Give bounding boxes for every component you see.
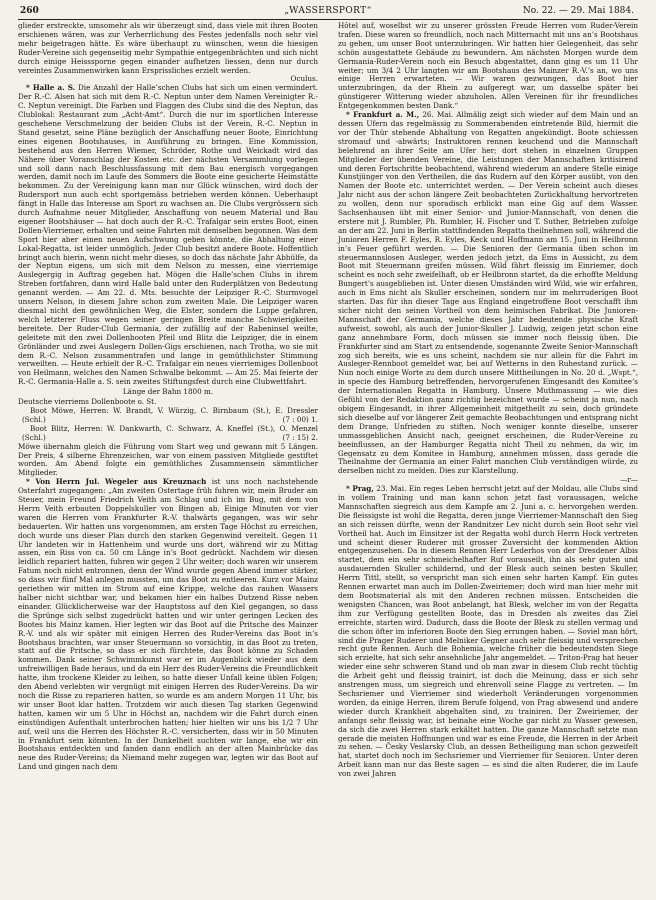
- article-text: 26. Mai. Allmälig zeigt sich wieder auf dem Main und an dessen Ufern das regelmässig zu Sommerabenden eintretende Bild, hiermit die vor der Thür stehende Abhaltung von Regatten angekündigt. Boote schiessen stromauf und -abwärts; Instruktoren rennen keuchend und die Mannschaft belehrend an ihrer Seite am Ufer her; dort stehen in einzelnen Gruppen Mitglieder der übenden Vereine, die Leistungen der Mannschaften kritisirend und deren Fortschritte beobachtend, während wiederum an andere Stelle einige Kunstjünger von den Vertheilen, die das Rudern auf den Körper ausübt, von den Namen der Boote etc. unterrichtet werden. — Der Verein scheint auch dieses Jahr nicht aus der schon längere Zeit beobachteten Zurückhaltung hervortreten zu wollen, denn nur sporadisch erblickt man eine Gig auf dem Wasser. Sachsenhausen übt mit einer Senior- und Junior-Mannschaft, von denen die erstere mit J. Rumbler, Ph. Rumbler, H. Fischer und T. Suther, Betrieben zufolge an der am 22. Juni in Berlin stattfindenden Regatta theilnehmen soll, während die Junioren Herren F. Eyles, R. Eyles, Keck und Hoffmann am 15. Juni in Heilbronn in’s Feuer geführt werden. — Die Senioren der Germania üben schon im steuermannslosen Ausleger, werden jedoch jetzt, da Ems in Aussicht, zu dem Boot mit Steuermann greifen müssen. Wild fährt fleissig im Einriemer, doch scheint es noch sehr zweifelhaft, ob er Heilbronn startet, da die erhoffte Meldung Bungert’s ausgeblieben ist. Unter diesen Umständen wird Wild, wie wir erfahren, auch in Ems nicht als Skuller erscheinen, sondern nur im mehrruderigen Boot starten. Das für ihn dieser Tage aus England eingetroffene Boot verschafft ihm sicher nicht den seinen Vortheil von dem heimischen Fabrikat. Die Junioren-Mannschaft der Germania, welche dieses Jahr bedeutende physische Kraft aufweist, sowohl, als auch der Junior-Skuller J. Ludwig, zeigen jetzt schon eine ganz annehmbare Form, doch müssen sie immer noch fleissig üben. Die Frankfurter sind am Start zu entsendende, sogenannte Zweite Senior-Mannschaft zog sich bereits, wie es uns scheint, nachdem sie nur allein für die Fahrt im Ausleger-Rennboot gemeldet war, bei auf Wetterns in den Ruhestand zurück. — Nun noch einige Worte zu dem durch unsere Mittheilungen in No. 20 d. „Wspt.“, in specie des Hamburg betreffenden, hervorgerufenen Eingesandt des Komitee’s der Internationalen Regatta in Hamburg. Unsere Muthmassung — wie dies Gefühl von der Redaktion ganz richtig bezeichnet wurde — scheint ja nun, nach obigem Eingesandt, in ihrer Allgemeinheit mitgetheilt zu sein, doch gründete sich dieselbe auf vor längerer Zeit gemachte Beobachtungen und entsprang nicht dem Drange, Unfrieden zu stiften. Noch weniger konnte dieselbe, unserer unmassgeblichen Ansicht nach, geeignet erscheinen, die Ruder-Vereine zu beeinflussen, an der Hamburger Regatta nicht Theil zu nehmen, da wir, im Gegensatz zu dem Komitee in Hamburg, annehmen müssen, dass gerade die Theilnahme der Germania an einer Fahrt manchen Club verständigen würde, zu derselben nicht zu melden. Dies zur Klarstellung.: [338, 110, 638, 476]
- race-title: Deutsche vierriems Dollenboote o. St.: [18, 397, 157, 407]
- author-signature: Oculus.: [290, 74, 318, 84]
- article-text: 23. Mai. Ein reges Leben herrscht jetzt auf der Moldau, alle Clubs sind in vollem Training und man kann schon jetzt fast voraussagen, welche Mannschaften siegreich aus dem Kampfe am 2. Juni a. c. hervorgehen werden. Die fleissigste ist wohl die Regatta, deren junge Vierriemer-Mannschaft den Sieg an sich reissen dürfte, wenn der Randnitzer Lev nicht durch sein Boot sehr viel Vortheil hat. Auch im Einsitzer ist der Regatta wohl durch Herrn Hock vertreten und scheint dieser Ruderer mit grosser Zuversicht der kommenden Aktion entgegenzusehen. Da in diesem Rennen Herr Lederhos von der Dresdener Albis startet, dem ein sehr schmeichelhafter Ruf vorauseilt, ihn als sehr guten und ausdauernden Skuller schildernd, und der Blesk auch seinen besten Skuller, Herrn Tittl, stellt, so verspricht man sich einen sehr harten Kampf. Ein gutes Rennen erwartet man auch im Dollen-Zweiriemer; doch wird man hier mehr mit dem Bootsmaterial als mit den Anderen rechnen müssen. Entscheiden die wenigsten Chancen, was Boot anbelangt, hat Blesk, welcher im von der Regatta ihm zur Verfügung gestellten Boote, das in Dresden als zweites das Ziel erreichte, starten wird. Dadurch, dass die Boote der Blesk zu stellen vermag und die schon öfter im inferioren Boote den Sieg errungen haben. — Soviel man hört, sind die Prager Ruderer und Melniker Gegner auch sehr fleissig und versprechen recht gute Rennen. Auch die Bohemia, welche früher die bedeutendsten Siege sich erzielte, hat sich sehr ansehnliche Jahr angemeldet. — Triton-Prag hat heuer wieder eine sehr schweren Stand und ob man zwar in diesem Club recht tüchtig die Arbeit geht und fleissig trainirt, ist doch die Meinung, dass er sich sehr anstrengen muss, um siegreich und ehrenvoll seine Flagge zu vertreten. — Im Sechsriemer und Vierriemer sind wiederholt Veränderungen vorgenommen worden, da einige Herren, ihrem Berufe folgend, von Prag abwesend und andere wieder durch Krankheit abgehalten sind, zu trainiren. Der Zweiriemer, der anfangs sehr fleissig war, ist beinahe eine Woche gar nicht zu Wasser gewesen, da sich die zwei Herren stark erkältet hatten. Die ganze Mannschaft setzte man gerade die meisten Hoffnungen und war es eine Freude, die Herren in der Arbeit zu sehen. — Česky Veslarsky Club, an dessen Betheiligung man schon gezweifelt hat, startet doch noch im Sechsriemer und Vierriemer für Senioren. Unter deren Arbeit kann man nur das Beste sagen — es sind die alten Ruderer, die im Laufe von zwei Jahren: [338, 484, 638, 779]
- page-header: [18, 4, 638, 18]
- masthead-title: „WASSERSPORT“: [284, 6, 372, 16]
- right-column: [338, 22, 638, 779]
- article-osterfahrt: [18, 478, 318, 772]
- article-continuation: glieder erstreckte, umsomehr als wir überzeugt sind, dass viele mit ihren Booten erschienen wären, was zur Verherrlichung des Festes jedenfalls noch sehr viel mehr beigetragen hätte. Es wäre überhaupt zu wünschen, wenn die hiesigen Ruder-Vereine sich gegenseitig mehr Sympathie entgegenbrächten und sich nicht durch einige Heisssporne gegen einander aufhetzen liessen, denn nur durch vereintes Zusammenwirken kann Ersprissliches erzielt werden.: [18, 21, 318, 75]
- article-prag: [338, 485, 638, 779]
- article-halle: [18, 84, 318, 387]
- page-number: 260: [20, 6, 39, 16]
- left-column: [18, 22, 318, 779]
- crew-result: (7 : 15) 2.: [282, 432, 318, 442]
- header-rule: [18, 19, 638, 20]
- article-frankfurt: [338, 111, 638, 476]
- article-text: ist uns noch nachstehende Osterfahrt zugegangen: „Am zweiten Ostertage früh fuhren wir, mein Bruder am Steuer, mein Freund Friedrich Veith am Schlag und ich im Bug, mit dem von Herrn Veith erbauten Doppelskuller von Bingen ab. Einige Minuten vor vier waren die Herren vom Frankfurter R.-V. thalwärts gegangen, was wir sehr bedauerten. Wir hatten uns vorgenommen, am ersten Tage Höchst zu erreichen, doch wurde uns dieser Plan durch den starken Gegenwind vereitelt. Gegen 11 Uhr landeten wir in Hattenheim und wurde uns dort, während wir zu Mittag assen, ein Riss von ca. 50 cm Länge in’s Boot gedrückt. Nachdem wir diesen leidlich repariert hatten, fuhren wir gegen 2 Uhr weiter; doch waren wir unserem Fatum noch nicht entronnen, denn der Wind wurde gegen Abend immer stärker, so dass wir fünf Mal anlegen mussten, um das Boot zu entleeren. Kurz vor Mainz geriethen wir mitten im Strom auf eine Krippe, welche das rauhen Wassers halber nicht sichtbar war, und bekamen hier ein halbes Dutzend Risse neben einander. Glücklicherweise war der Hauptstoss auf den Kiel gegangen, so dass die Sprünge sich selbst zugedrückt hatten und wir unter geringen Lecken des Bootes bis Mainz kamen. Hier legten wir das Boot auf die Pritsche des Mainzer R.-V. und als wir später mit einigen Herren des Ruder-Vereins das Boot in’s Bootshaus brachten, war unser Steuermann so vorsichtig, in das Boot zu treten, statt auf die Pritsche, so dass er sich fürchtete, das Boot könne zu Schaden kommen. Dank seiner Schwimmkunst war er im Augenblick wieder aus dem unfreiwilligen Bade heraus, und da ein Herr des Ruder-Vereins die Freundlichkeit hatte, ihm trockene Kleider zu leihen, so hatte dieser Unfall keine üblen Folgen; den Abend verlebten wir vergnügt mit einigen Herren des Ruder-Vereins. Da wir noch die Risse zu reparieren hatten, so wurde es am andern Morgen 11 Uhr, bis wir unser Boot klar hatten. Trotzdem wir auch diesen Tag starken Gegenwind hatten, kamen wir um 5 Uhr in Höchst an, nachdem wir die Fahrt durch einen einstündigen Aufenthalt unterbrochen hatten; hier hielten wir uns bis 1/2 7 Uhr auf, weil uns die Herren des Höchster R.-C. versicherten, dass wir in 50 Minuten in Frankfurt sein könnten. In der Dunkelheit suchten wir lange, ehe wir ein Bootshaus entdeckten und fanden dann endlich an der alten Mainbrücke das neue des Ruder-Vereins; da Niemand mehr zugegen war, legten wir das Boot auf Land und gingen nach dem: [18, 477, 318, 772]
- article-continuation: Hôtel auf, woselbst wir zu unserer grössten Freude Herren vom Ruder-Verein trafen. Diese waren so freundlich, noch nach Mitternacht mit uns an’s Bootshaus zu gehen, um unser Boot unterzubringen. Wir hatten hier Gelegenheit, das sehr schön ausgestattete Gebäude zu bewundern. Am nächsten Morgen wurde dem Germania-Ruder-Verein noch ein Besuch abgestattet, dann ging es um 11 Uhr weiter; um 3/4 2 Uhr langten wir am Bootshaus des Mainzer R.-V.’s an, wo uns einige Herren erwarteten. — Wir waren gezwungen, das Boot hier unterzubringen, da der Rhein zu aufgeregt war, um dasselbe später bei günstigerer Witterung wieder abzuholen. Allen Vereinen für ihr freundliches Entgegenkommen besten Dank.“: [338, 21, 638, 111]
- crew-entry: [18, 425, 318, 443]
- dateline: * Frankfurt a. M.,: [346, 110, 420, 120]
- dateline: * Von Herrn Jul. Wegeler aus Kreuznach: [26, 477, 207, 487]
- article-text: Die Anzahl der Halle’schen Clubs hat sich um einen vermindert. Der R.-C. Alsen hat sich mit dem R.-C. Neptun unter dem Namen Vereinigter R.-C. Neptun vereinigt. Die Farben und Flaggen des Clubs sind die des Neptun, das Clublokal: Restaurant zum „Acht-Amt“. Durch die nur im sportlichen Interesse geschehene Verschmelzung der beiden Clubs ist der Verein, R.-C. Neptun in Stand gesetzt, seine Pläne bezüglich der Anschaffung neuer Boote, Einrichtung eines eigenen Bootshauses, in Ausführung zu bringen. Eine Kommission, bestehend aus den Herren Wiemer, Schröder, Rothe und Weickadt wird das Nähere über Voranschlag der Kosten etc. der nächsten Versammlung vorlegen und soll dann nach Beschlussfassung mit dem Bau energisch vorgegangen werden, damit noch im Laufe des Sommers die Boote eine gesicherte Heimstätte bekommen. Zu der Vereinigung kann man nur Glück wünschen, wird doch der Rudersport nun auch echt sportgemäss betrieben werden können. Ueberhaupt fängt in Halle das Interesse am Sport zu wachsen an. Die Clubs vergrössern sich durch Aufnahme neuer Mitglieder, Anschaffung von neuem Material und Bau eigener Bootshäuser — hat doch auch der R.-C. Trafalgar sein erstes Boot, einen Dollen-Vierriemer, erhalten und seine Fahrten mit demselben begonnen. Was dem Sport hier aber einen neuen Aufschwung geben könnte, die Abhaltung einer Lokal-Regatta, ist leider unmöglich. Jeder Club besitzt andere Boote. Hoffentlich bringt auch hierin, wenn nicht mehr dieses, so doch das nächste Jahr Abhülfe, da der Neptun eigens, um sich mit dem Nelson zu messen, eine vierriemige Auslegergig in Auftrag gegeben hat. Mögen die Halle’schen Clubs in ihrem Streben fortfahren, dann wird Halle bald unter den Ruderplätzen von Bedeutung genannt werden. — Am 22. d. Mts. besuchte der Leipziger R.-C. Sturmvogel unsern Nelson, in diesem Jahre schon zum zweiten Male. Die Leipziger waren diesmal nicht den gewöhnlichen Weg, die Elster, sondern die Luppe gefahren, welch letzterer Fluss wegen seiner geringen Breite manche Schwierigkeiten bereitete. Der Ruder-Club Germania, der zufällig auf der Rabeninsel weilte, geleitete mit den zwei Dollenbooten Pfeil und Blitz die Leipziger, die in einem Grönländer und zwei Auslegern Dollen-Gigs erschienen, nach Trotha, wo sie mit dem R.-C. Nelson zusammentrafen und lange in gemüthlichster Stimmung verweilten. — Heute erhielt der R.-C. Trafalgar ein neues vierriemiges Dollenboot von Heilmann, welches den Namen Schwalbe bekommt. — Am 25. Mai feierte der R.-C. Germania-Halle a. S. sein zweites Stiftungsfest durch eine Clubwettfahrt.: [18, 83, 318, 387]
- issue-info: No. 22. — 29. Mai 1884.: [522, 6, 634, 16]
- crew-entry: [18, 407, 318, 425]
- author-signature: —r—: [620, 475, 638, 485]
- columns: [18, 22, 638, 779]
- race-length: Länge der Bahn 1800 m.: [122, 387, 214, 397]
- crew-names: Boot Blitz, Herren: W. Dankwarth, C. Schwarz, A. Kneffel (St.), O. Menzel (Schl.): [22, 423, 318, 442]
- crew-names: Boot Möwe, Herren: W. Brandt, V. Würzig, C. Birnbaum (St.), E. Dressler (Schl.): [22, 405, 318, 424]
- crew-result: (7 : 00) 1.: [282, 414, 318, 424]
- race-report: Möwe übernahm gleich die Führung vom Start weg und gewann mit 5 Längen. Der Preis, 4 silberne Ehrenzeichen, war von einem passiven Mitgliede gestiftet worden. Am Abend folgte ein gemüthliches Zusammensein sämmtlicher Mitglieder.: [18, 441, 318, 478]
- dateline: * Prag,: [346, 484, 374, 494]
- dateline: * Halle a. S.: [26, 83, 76, 93]
